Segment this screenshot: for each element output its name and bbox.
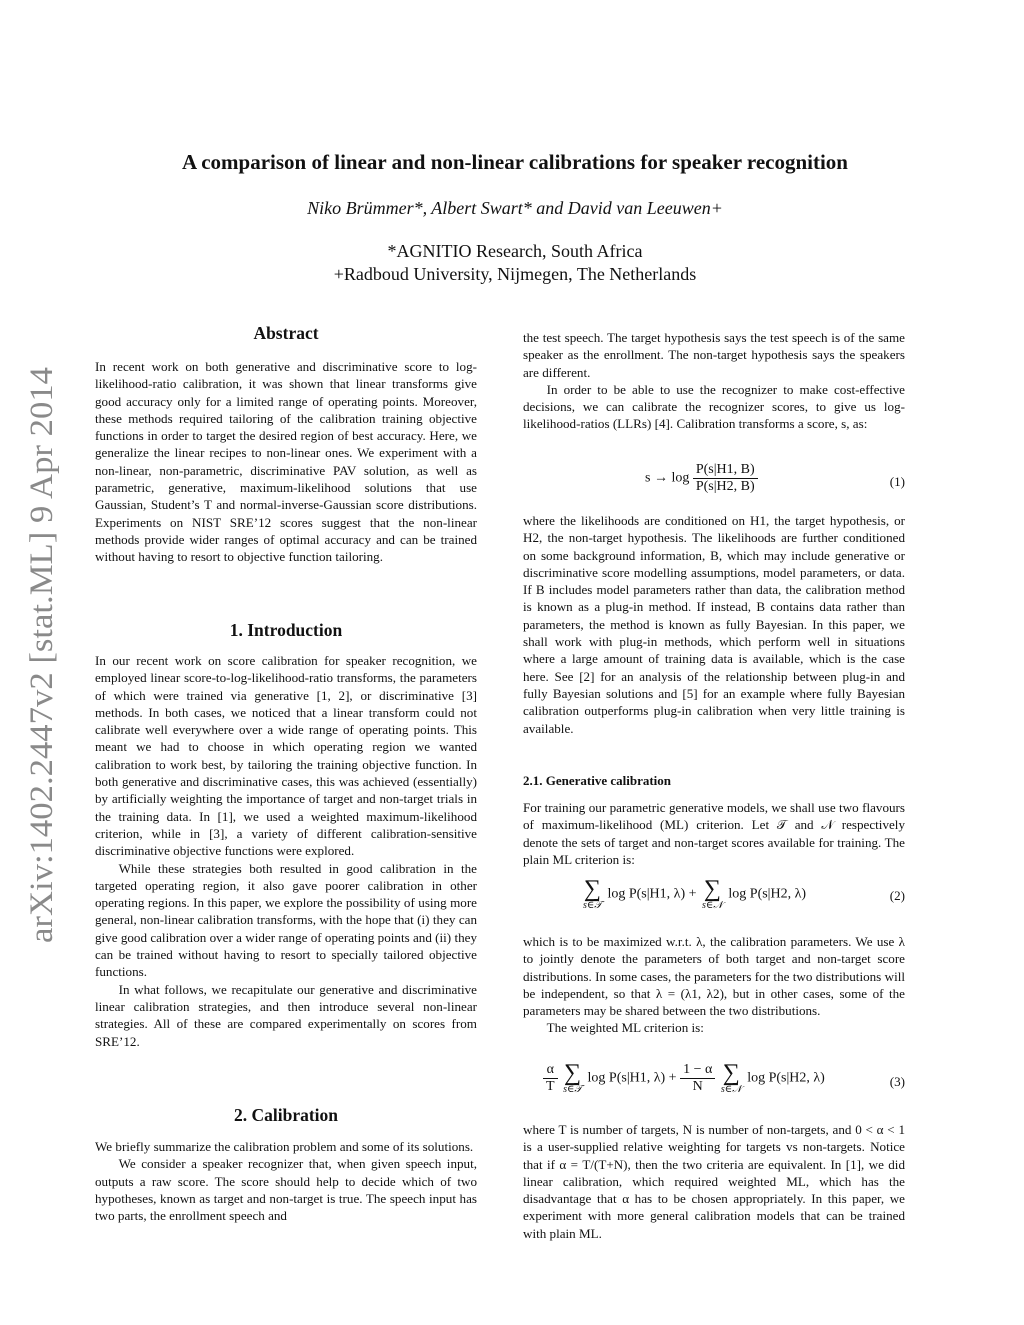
right-paragraph-4: For training our parametric generative models, we shall use two flavours of maximum-likelihood (ML) criterion. Let 𝒯 and 𝒩 respectively denote the sets of target and non-target scores available for training. The plain ML criterion is: <box>523 800 905 867</box>
eq3-f2-num: 1 − α <box>680 1062 715 1079</box>
intro-heading: 1. Introduction <box>229 620 343 640</box>
eq3-fraction-1 <box>543 1062 558 1095</box>
eq2-sum-1-sub: s∈𝒯 <box>583 900 602 911</box>
eq2-sum-2: ∑ s∈𝒩 <box>702 876 723 911</box>
eq2-sum-1: ∑ s∈𝒯 <box>583 876 602 911</box>
affiliation-2: +Radboud University, Nijmegen, The Netherlands <box>333 264 697 284</box>
eq2-term-2: log P(s|H2, λ) <box>728 886 807 902</box>
generative-body-3 <box>523 1121 905 1242</box>
arxiv-stamp-text: arXiv:1402.2447v2 [stat.ML] 9 Apr 2014 <box>24 394 60 943</box>
paper-title: A comparison of linear and non-linear calibrations for speaker recognition <box>181 150 848 174</box>
eq1-denominator: P(s|H2, B) <box>695 479 755 494</box>
subsection-heading: 2.1. Generative calibration <box>523 773 672 788</box>
intro-paragraph-3: In what follows, we recapitulate our generative and discriminative linear calibration strategies, and then introduce several non-linear strategies. All of these are compared experimentally on scores from SRE’12. <box>95 981 477 1049</box>
right-paragraph-2: In order to be able to use the recognizer to make cost-effective decisions, we can calibrate the recognizer scores, to give us log-likelihood-ratios (LLRs) [4]. Calibration transforms a score, s, as: <box>523 381 905 432</box>
right-mid-body <box>523 512 905 737</box>
eq3-number: (3) <box>889 1074 905 1089</box>
calibration-heading: 2. Calibration <box>233 1105 339 1125</box>
generative-body <box>523 799 905 868</box>
eq1-numerator: P(s|H1, B) <box>693 462 758 479</box>
eq3-term-1: log P(s|H1, λ) + <box>587 1070 677 1086</box>
abstract-heading: Abstract <box>253 323 319 343</box>
eq3-sum-2-sub: s∈𝒩 <box>720 1084 742 1095</box>
intro-paragraph-2: While these strategies both resulted in good calibration in the targeted operating region, it also gave poorer calibration in other operating regions. In this paper, we explore the possibility of using more general, non-linear calibration transforms, with the hope that (i) they can give good calibration over a wider range of operating points and (ii) they can be trained without having to resort to specially tailored objective functions. <box>95 860 477 980</box>
right-paragraph-6: The weighted ML criterion is: <box>546 1020 704 1036</box>
right-paragraph-3: where the likelihoods are conditioned on H1, the target hypothesis, or H2, the non-target hypothesis. The likelihoods are further conditioned on some background information, B, which may include generative or discriminative score modelling assumptions, model parameters, or data. If B includes model parameters rather than data, the calibration method is known as a plug-in method. If instead, B contains data rather than parameters, the method is known as fully Bayesian. In this paper, we shall work with plug-in methods, which perform well in situations where a large amount of training data is available, which is the case here. See [2] for an analysis of the relationship between plug-in and fully Bayesian solutions and [5] for an example where fully Bayesian calibration outperforms plug-in calibration when very little training is available. <box>523 513 905 736</box>
eq3-term-2: log P(s|H2, λ) <box>747 1070 825 1086</box>
eq1-number: (1) <box>889 474 905 489</box>
right-paragraph-1: the test speech. The target hypothesis says the test speech is of the same speaker as the enrollment. The non-target hypothesis says the speakers are different. <box>523 330 905 380</box>
affiliation-1: *AGNITIO Research, South Africa <box>387 241 643 261</box>
abstract-body <box>95 358 477 566</box>
affiliations <box>80 240 950 286</box>
eq3-f1-den: T <box>546 1079 555 1094</box>
eq2-sum-2-sub: s∈𝒩 <box>702 900 723 911</box>
right-paragraph-5: which is to be maximized w.r.t. λ, the calibration parameters. We use λ to jointly denote the parameters of both target and non-target score distributions. In some cases, the parameters for the two distributions will be independent, so that λ = (λ1, λ2), but in other cases, some of the parameters may be shared between the two distributions. <box>523 934 905 1019</box>
eq3-fraction-2 <box>680 1062 715 1095</box>
equation-1 <box>523 460 905 510</box>
eq3-f2-den: N <box>692 1079 703 1094</box>
arxiv-stamp <box>22 365 62 945</box>
right-paragraph-7: where T is number of targets, N is number of non-targets, and 0 < α < 1 is a user-supplied relative weighting for targets vs non-targets. Notice that if α = T/(T+N), then the two criteria are equivalent. In [1], we did linear calibration, which required weighted ML, which has the disadvantage that α has to be chosen appropriately. In this paper, we experiment with more general calibration models that can be trained with plain ML. <box>523 1122 905 1241</box>
eq3-sum-2: ∑ s∈𝒩 <box>720 1060 742 1095</box>
intro-body <box>95 652 477 1050</box>
eq1-fraction <box>693 462 758 495</box>
eq3-f1-num: α <box>543 1062 558 1079</box>
eq2-number: (2) <box>889 888 905 903</box>
calibration-body <box>95 1138 477 1224</box>
calibration-paragraph-1: We briefly summarize the calibration problem and some of its solutions. <box>95 1139 474 1154</box>
eq2-term-1: log P(s|H1, λ) + <box>607 886 697 902</box>
right-top-body <box>523 329 905 433</box>
equation-2 <box>523 878 905 928</box>
abstract-text: In recent work on both generative and discriminative score to log-likelihood-ratio calibration, it was shown that linear transforms give good accuracy only for a limited range of operating points. Moreover, these methods required tailoring of the calibration training objective functions in order to target the desired region of best accuracy. Here, we generalize the linear recipes to non-linear ones. We experiment with a non-linear, non-parametric, discriminative PAV solution, as well as parametric, generative, maximum-likelihood solutions that use Gaussian, Student’s T and normal-inverse-Gaussian score distributions. Experiments on NIST SRE’12 scores suggest that the non-linear methods provide wider ranges of optimal accuracy and can be trained without having to resort to objective function tailoring. <box>95 359 477 565</box>
eq3-sum-1: ∑ s∈𝒯 <box>563 1060 583 1095</box>
eq1-lhs: s → log <box>645 470 690 486</box>
calibration-paragraph-2: We consider a speaker recognizer that, when given speech input, outputs a raw score. The score should help to decide which of two hypotheses, known as target and non-target is true. The speech input has two parts, the enrollment speech and <box>95 1156 477 1224</box>
equation-3 <box>523 1062 905 1112</box>
paper-authors: Niko Brümmer*, Albert Swart* and David van Leeuwen+ <box>307 198 723 218</box>
generative-body-2 <box>523 933 905 1037</box>
eq3-sum-1-sub: s∈𝒯 <box>563 1084 583 1095</box>
intro-paragraph-1: In our recent work on score calibration for speaker recognition, we employed linear score-to-log-likelihood-ratio transforms, the parameters of which were trained via generative [1, 2], or discriminative [3] methods. In both cases, we noticed that a linear transform could not calibrate well everywhere over a wide range of operating points. This meant we had to choose in which operating region we wanted calibration to work best, by tailoring the training objective function. In both generative and discriminative cases, this was achieved (essentially) by artificially weighting the importance of target and non-target trials in the training data. In [1], we used a weighted maximum-likelihood criterion, while in [3], a variety of different calibration-sensitive discriminative objective functions were explored. <box>95 653 477 859</box>
